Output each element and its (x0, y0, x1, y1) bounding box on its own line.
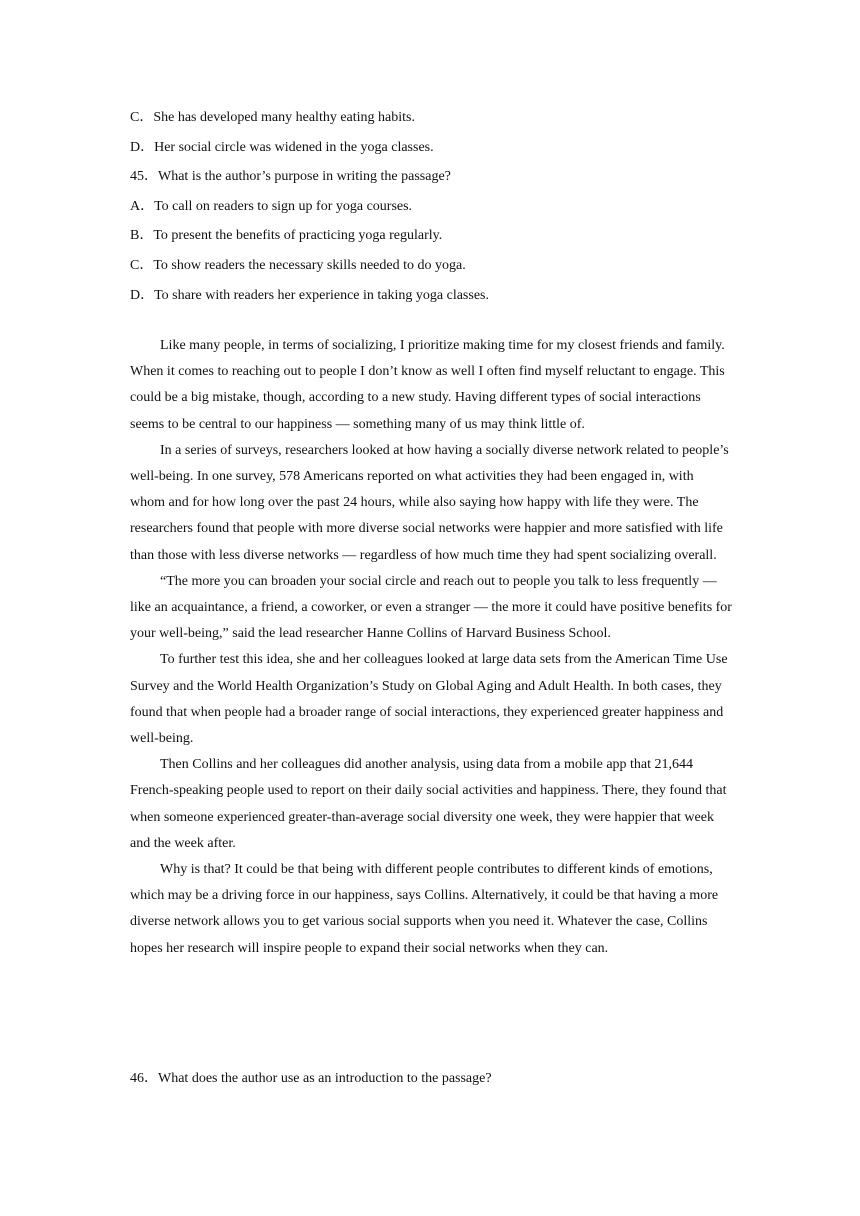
question-45-option-c: C．To show readers the necessary skills needed to do yoga. (130, 257, 466, 273)
question-45-stem: 45．What is the author’s purpose in writing the passage? (130, 169, 451, 185)
passage-paragraph-2: In a series of surveys, researchers looked at how having a socially diverse network related to people’s well-being. In one survey, 578 Americans reported on what activities they had been engaged in, with whom and for how long over the past 24 hours, while also saying how happy with life they were. The researchers found that people with more diverse social networks were happier and more satisfied with life than those with less diverse networks — regardless of how much time they had spent socializing overall. (130, 442, 729, 563)
question-46-stem: 46．What does the author use as an introduction to the passage? (130, 1071, 492, 1086)
question-block-top (130, 103, 730, 310)
question-45-option-a: A．To call on readers to sign up for yoga courses. (130, 198, 413, 214)
passage-paragraph-6: Why is that? It could be that being with different people contributes to different kinds of emotions, which may be a driving force in our happiness, says Collins. Alternatively, it could be that having a more diverse network allows you to get various social supports when you need it. Whatever the case, Collins hopes her research will inspire people to expand their social networks when they can. (130, 862, 719, 956)
prev-option-d: D．Her social circle was widened in the yoga classes. (130, 139, 434, 155)
passage-paragraph-1: Like many people, in terms of socializing, I prioritize making time for my closest friends and family. When it comes to reaching out to people I don’t know as well I often find myself reluctant to engage. This could be a big mistake, though, according to a new study. Having different types of social interactions seems to be central to our happiness — something many of us may think little of. (130, 338, 725, 432)
question-45-option-d: D．To share with readers her experience in taking yoga classes. (130, 287, 489, 303)
prev-option-c: C．She has developed many healthy eating habits. (130, 110, 415, 125)
passage-paragraph-4: To further test this idea, she and her colleagues looked at large data sets from the American Time Use Survey and the World Health Organization’s Study on Global Aging and Adult Health. In both cases, they found that when people had a broader range of social interactions, they experienced greater happiness and well-being. (130, 652, 728, 747)
question-45-option-b: B．To present the benefits of practicing yoga regularly. (130, 228, 443, 244)
passage-paragraph-5: Then Collins and her colleagues did another analysis, using data from a mobile app that 21,644 French-speaking people used to report on their daily social activities and happiness. There, they found that when someone experienced greater-than-average social diversity one week, they were happier that week and the week after. (130, 757, 727, 851)
reading-passage (130, 333, 732, 962)
passage-paragraph-3: “The more you can broaden your social circle and reach out to people you talk to less frequently — like an acquaintance, a friend, a coworker, or even a stranger — the more it could have positive benefits for your well-being,” said the lead researcher Hanne Collins of Harvard Business School. (130, 573, 732, 642)
